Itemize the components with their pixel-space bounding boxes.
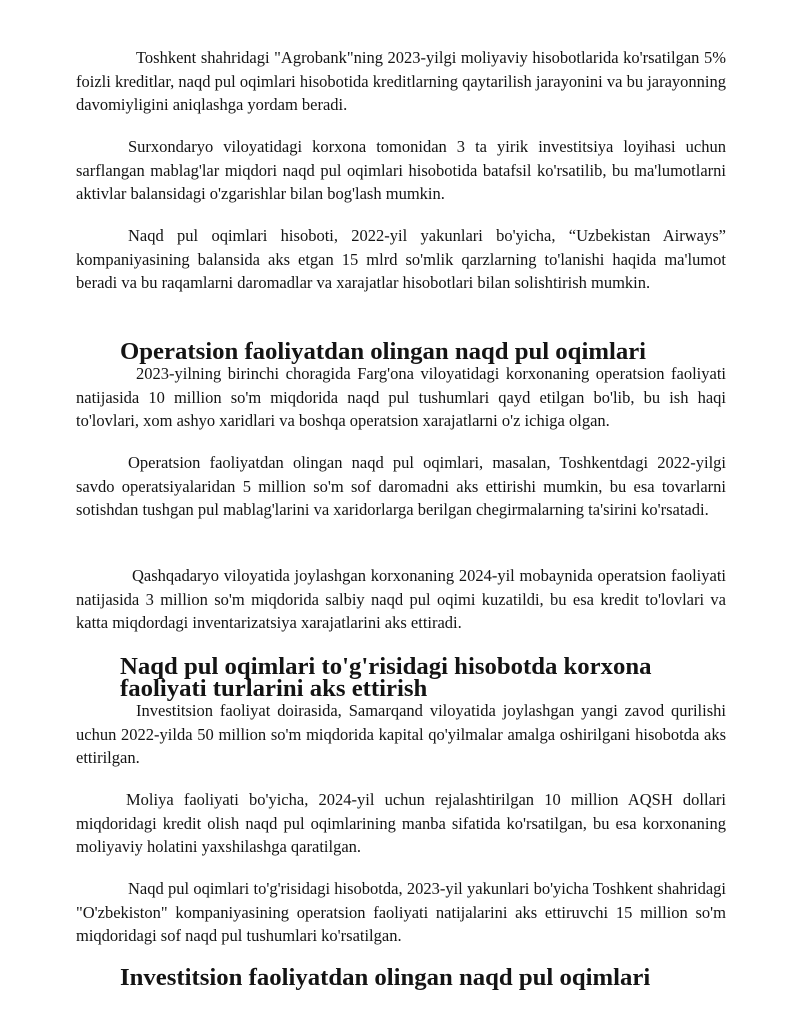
paragraph-toshkent-trade: Operatsion faoliyatdan olingan naqd pul oqimlari, masalan, Toshkentdagi 2022-yilgi savdo operatsiyalaridan 5 million so'm sof daromadni aks ettirishi mumkin, bu esa tovarlarni sotishdan tushgan pul mablag'larini va xaridorlarga berilgan chegirmalarning ta'sirini ko'rsatadi. xyxy=(76,453,726,519)
section-heading-operating: Operatsion faoliyatdan olingan naqd pul oqimlari xyxy=(120,338,647,365)
paragraph-fargona: 2023-yilning birinchi choragida Farg'ona viloyatidagi korxonaning operatsion faoliyati natijasida 10 million so'm miqdorida naqd pul tushumlari qayd etilgan bo'lib, bu ish haqi to'lovlari, xom ashyo xaridlari va boshqa operatsion xarajatlarni o'z ichiga olgan. xyxy=(76,364,726,430)
section-heading-activity-types: Naqd pul oqimlari to'g'risidagi hisobotda korxona faoliyati turlarini aks ettirish xyxy=(120,653,652,702)
paragraph-samarqand: Investitsion faoliyat doirasida, Samarqand viloyatida joylashgan yangi zavod qurilishi uchun 2022-yilda 50 million so'm miqdorida kapital qo'yilmalar amalga oshirilgani hisobotda aks ettirilgan. xyxy=(76,701,726,767)
paragraph-financing: Moliya faoliyati bo'yicha, 2024-yil uchun rejalashtirilgan 10 million AQSH dollari miqdoridagi kredit olish naqd pul oqimlarining manba sifatida ko'rsatilgan, bu esa korxonaning moliyaviy holatini yaxshilashga qaratilgan. xyxy=(76,790,726,856)
paragraph-agrobank: Toshkent shahridagi "Agrobank"ning 2023-yilgi moliyaviy hisobotlarida ko'rsatilgan 5% foizli kreditlar, naqd pul oqimlari hisobotida kreditlarning qaytarilish jarayonini va bu jarayonning davomiyligini aniqlashga yordam beradi. xyxy=(76,48,727,114)
paragraph-uzbekistan-airways: Naqd pul oqimlari hisoboti, 2022-yil yakunlari bo'yicha, “Uzbekistan Airways” kompaniyasining balansida aks etgan 15 mlrd so'mlik qarzlarning to'lanishi haqida ma'lumot beradi va bu raqamlarni daromadlar va xarajatlar hisobotlari bilan solishtirish mumkin. xyxy=(76,226,726,292)
section-heading-investing: Investitsion faoliyatdan olingan naqd pul oqimlari xyxy=(120,964,651,991)
paragraph-surxondaryo: Surxondaryo viloyatidagi korxona tomonidan 3 ta yirik investitsiya loyihasi uchun sarflangan mablag'lar miqdori naqd pul oqimlari hisobotida batafsil ko'rsatilib, bu ma'lumotlarni aktivlar balansidagi o'zgarishlar bilan bog'lash mumkin. xyxy=(76,137,726,203)
paragraph-ozbekiston-company: Naqd pul oqimlari to'g'risidagi hisobotda, 2023-yil yakunlari bo'yicha Toshkent shahridagi "O'zbekiston" kompaniyasining operatsion faoliyati natijalarini aks ettiruvchi 15 million so'm miqdoridagi sof naqd pul tushumlari ko'rsatilgan. xyxy=(76,879,726,945)
paragraph-qashqadaryo: Qashqadaryo viloyatida joylashgan korxonaning 2024-yil mobaynida operatsion faoliyati natijasida 3 million so'm miqdorida salbiy naqd pul oqimi kuzatildi, bu esa kredit to'lovlari va katta miqdordagi inventarizatsiya xarajatlarini aks ettiradi. xyxy=(76,566,726,632)
